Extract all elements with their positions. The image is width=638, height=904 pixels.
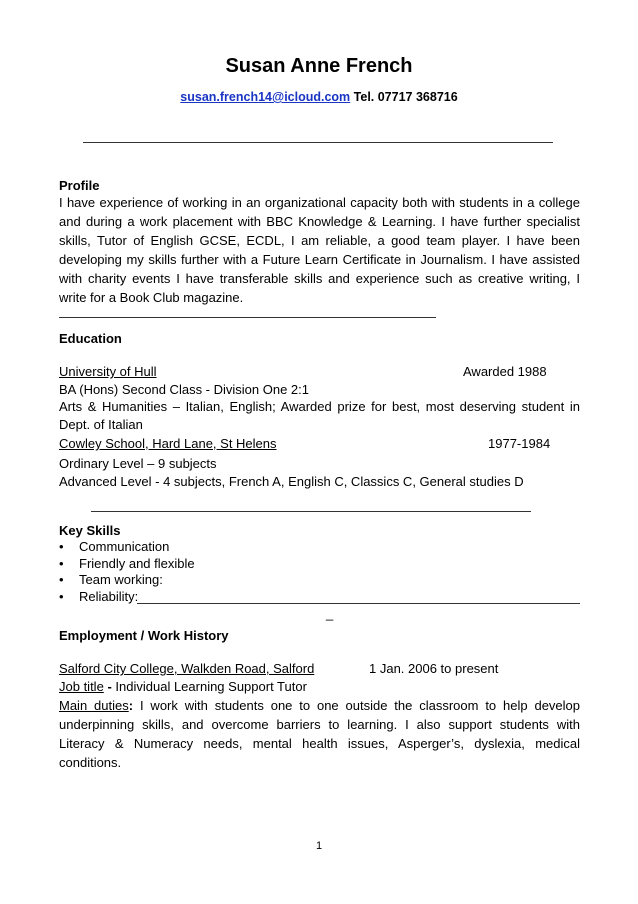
skill-item — [59, 556, 195, 573]
skill-item — [59, 539, 195, 556]
employment-heading: Employment / Work History — [59, 628, 229, 643]
job-title-value: Individual Learning Support Tutor — [115, 679, 307, 694]
hull-institution: University of Hull — [59, 364, 157, 379]
main-duties: Main duties: I work with students one to one outside the classroom to help develop underpinning skills, and overcome barriers to learning. I also support students with Literacy & Numeracy needs, mental health issues, Asperger’s, dyslexia, medical conditions. — [59, 698, 580, 770]
bullet-icon: • — [59, 572, 64, 587]
bullet-icon: • — [59, 555, 64, 571]
cowley-date: 1977-1984 — [488, 436, 551, 451]
skill-item — [59, 572, 195, 589]
skill-label: Friendly and flexible — [79, 555, 195, 571]
hull-details: Arts & Humanities – Italian, English; Awarded prize for best, most deserving student in Dept. of Italian — [59, 399, 580, 432]
page-number: 1 — [315, 840, 323, 852]
hull-date: Awarded 1988 — [463, 364, 547, 379]
skill-label: Reliability: — [79, 588, 139, 604]
skill-label: Team working: — [79, 572, 163, 587]
employment-dates: 1 Jan. 2006 to present — [369, 661, 499, 676]
profile-heading: Profile — [59, 178, 100, 193]
hull-degree: BA (Hons) Second Class - Division One 2:1 — [59, 382, 309, 397]
cowley-institution: Cowley School, Hard Lane, St Helens — [59, 436, 277, 451]
cowley-ordinary: Ordinary Level – 9 subjects — [59, 456, 217, 471]
phone-number: Tel. 07717 368716 — [353, 90, 458, 104]
skills-heading: Key Skills — [59, 523, 121, 538]
education-heading: Education — [59, 331, 122, 346]
skill-label: Communication — [79, 539, 170, 554]
employer-name: Salford City College, Walkden Road, Salford — [59, 661, 315, 676]
bullet-icon: • — [59, 588, 64, 604]
header-divider — [83, 142, 553, 143]
contact-line — [0, 90, 638, 104]
resume-name: Susan Anne French — [225, 55, 413, 77]
duties-text: I work with students one to one outside the classroom to help develop underpinning skills, and overcome barriers to learning. I also support students with Literacy & Numeracy needs, mental health issues, Asperger’s, dyslexia, medical conditions. — [59, 698, 580, 770]
job-title-label: Job title — [59, 679, 104, 694]
duties-label: Main duties — [59, 698, 129, 713]
skills-list — [59, 539, 195, 605]
cowley-advanced: Advanced Level - 4 subjects, French A, English C, Classics C, General studies D — [59, 474, 524, 489]
profile-divider — [59, 317, 436, 318]
bullet-icon: • — [59, 539, 64, 554]
skills-trailing-underscore: _ — [326, 606, 334, 621]
skills-underline — [137, 603, 580, 604]
email-link[interactable]: susan.french14@icloud.com — [180, 90, 351, 104]
education-divider — [91, 511, 531, 512]
job-title-line: Job title - Individual Learning Support Tutor — [59, 679, 307, 694]
profile-text: I have experience of working in an organizational capacity both with students in a college and during a work placement with BBC Knowledge & Learning. I have further specialist skills, Tutor of English GCSE, ECDL, I am reliable, a good team player. I have been developing my skills further with a Future Learn Certificate in Journalism. I have assisted with charity events I have transferable skills and experience such as creative writing, I write for a Book Club magazine. — [59, 195, 580, 305]
